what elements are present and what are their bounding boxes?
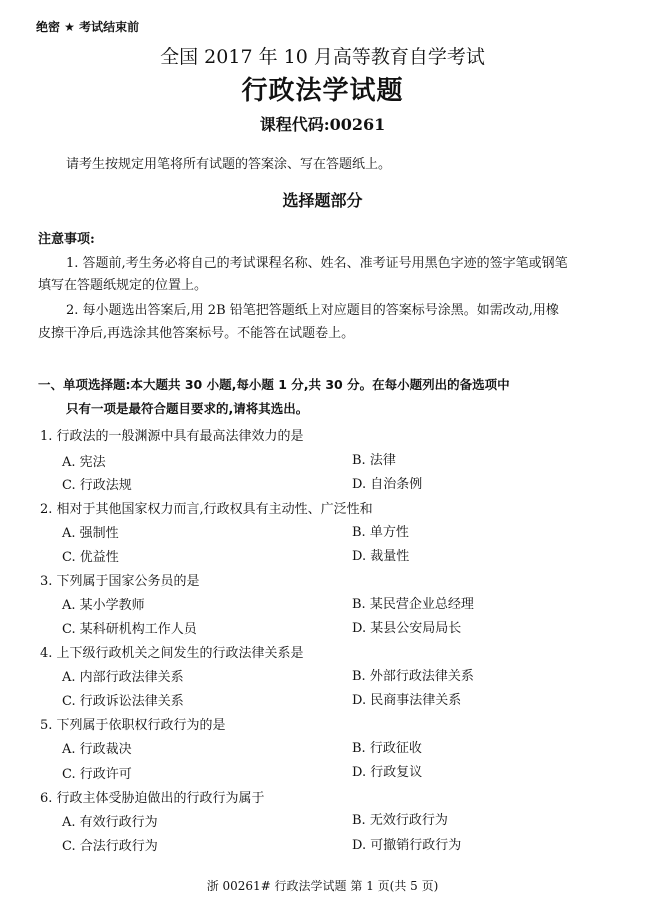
option-d: D. 某县公安局局长 (352, 621, 462, 636)
option-d: D. 可撤销行政行为 (352, 838, 462, 853)
notice-item2-line1: 2. 每小题选出答案后,用 2B 铅笔把答题纸上对应题目的答案标号涂黑。如需改动,用橡 (66, 303, 559, 318)
option-a: A. 行政裁决 (62, 742, 132, 757)
notice-item1-line1: 1. 答题前,考生务必将自己的考试课程名称、姓名、准考证号用黑色字迹的签字笔或钢笔 (66, 256, 568, 271)
notice-item2-line2: 皮擦干净后,再选涂其他答案标号。不能答在试题卷上。 (38, 326, 355, 341)
option-a: A. 宪法 (62, 455, 106, 470)
exam-title: 全国 2017 年 10 月高等教育自学考试 (160, 46, 485, 68)
option-c: C. 行政法规 (62, 478, 132, 493)
option-c: C. 行政许可 (62, 767, 132, 782)
course-code: 课程代码:00261 (259, 115, 386, 134)
section-title: 选择题部分 (282, 191, 363, 210)
option-d: D. 裁量性 (352, 549, 410, 564)
question-stem: 6. 行政主体受胁迫做出的行政行为属于 (40, 791, 265, 806)
question-stem: 4. 上下级行政机关之间发生的行政法律关系是 (40, 646, 304, 661)
notice-item1-line2: 填写在答题纸规定的位置上。 (38, 278, 208, 293)
part1-heading-line2: 只有一项是最符合题目要求的,请将其选出。 (66, 401, 309, 416)
instruction: 请考生按规定用笔将所有试题的答案涂、写在答题纸上。 (66, 157, 392, 172)
option-b: B. 某民营企业总经理 (352, 597, 474, 612)
question-stem: 3. 下列属于国家公务员的是 (40, 574, 200, 589)
part1-heading-line1: 一、单项选择题:本大题共 30 小题,每小题 1 分,共 30 分。在每小题列出的备选项中 (38, 377, 510, 392)
option-c: C. 优益性 (62, 550, 119, 565)
option-c: C. 合法行政行为 (62, 839, 158, 854)
option-a: A. 强制性 (62, 526, 119, 541)
secret-label: 绝密 ★ 考试结束前 (36, 20, 140, 34)
option-a: A. 内部行政法律关系 (62, 670, 184, 685)
question-stem: 2. 相对于其他国家权力而言,行政权具有主动性、广泛性和 (40, 502, 373, 517)
option-a: A. 有效行政行为 (62, 815, 158, 830)
option-b: B. 行政征收 (352, 741, 422, 756)
option-c: C. 行政诉讼法律关系 (62, 694, 184, 709)
option-b: B. 法律 (352, 453, 396, 468)
question-stem: 5. 下列属于依职权行政行为的是 (40, 718, 226, 733)
page-footer: 浙 00261# 行政法学试题 第 1 页(共 5 页) (206, 879, 439, 893)
option-d: D. 自治条例 (352, 477, 423, 492)
option-b: B. 单方性 (352, 525, 409, 540)
option-b: B. 外部行政法律关系 (352, 669, 474, 684)
option-d: D. 民商事法律关系 (352, 693, 462, 708)
option-d: D. 行政复议 (352, 765, 423, 780)
notice-heading: 注意事项: (38, 232, 95, 247)
subject-title: 行政法学试题 (241, 76, 404, 106)
option-a: A. 某小学教师 (62, 598, 145, 613)
question-stem: 1. 行政法的一般渊源中具有最高法律效力的是 (40, 429, 304, 444)
option-c: C. 某科研机构工作人员 (62, 622, 197, 637)
option-b: B. 无效行政行为 (352, 813, 448, 828)
